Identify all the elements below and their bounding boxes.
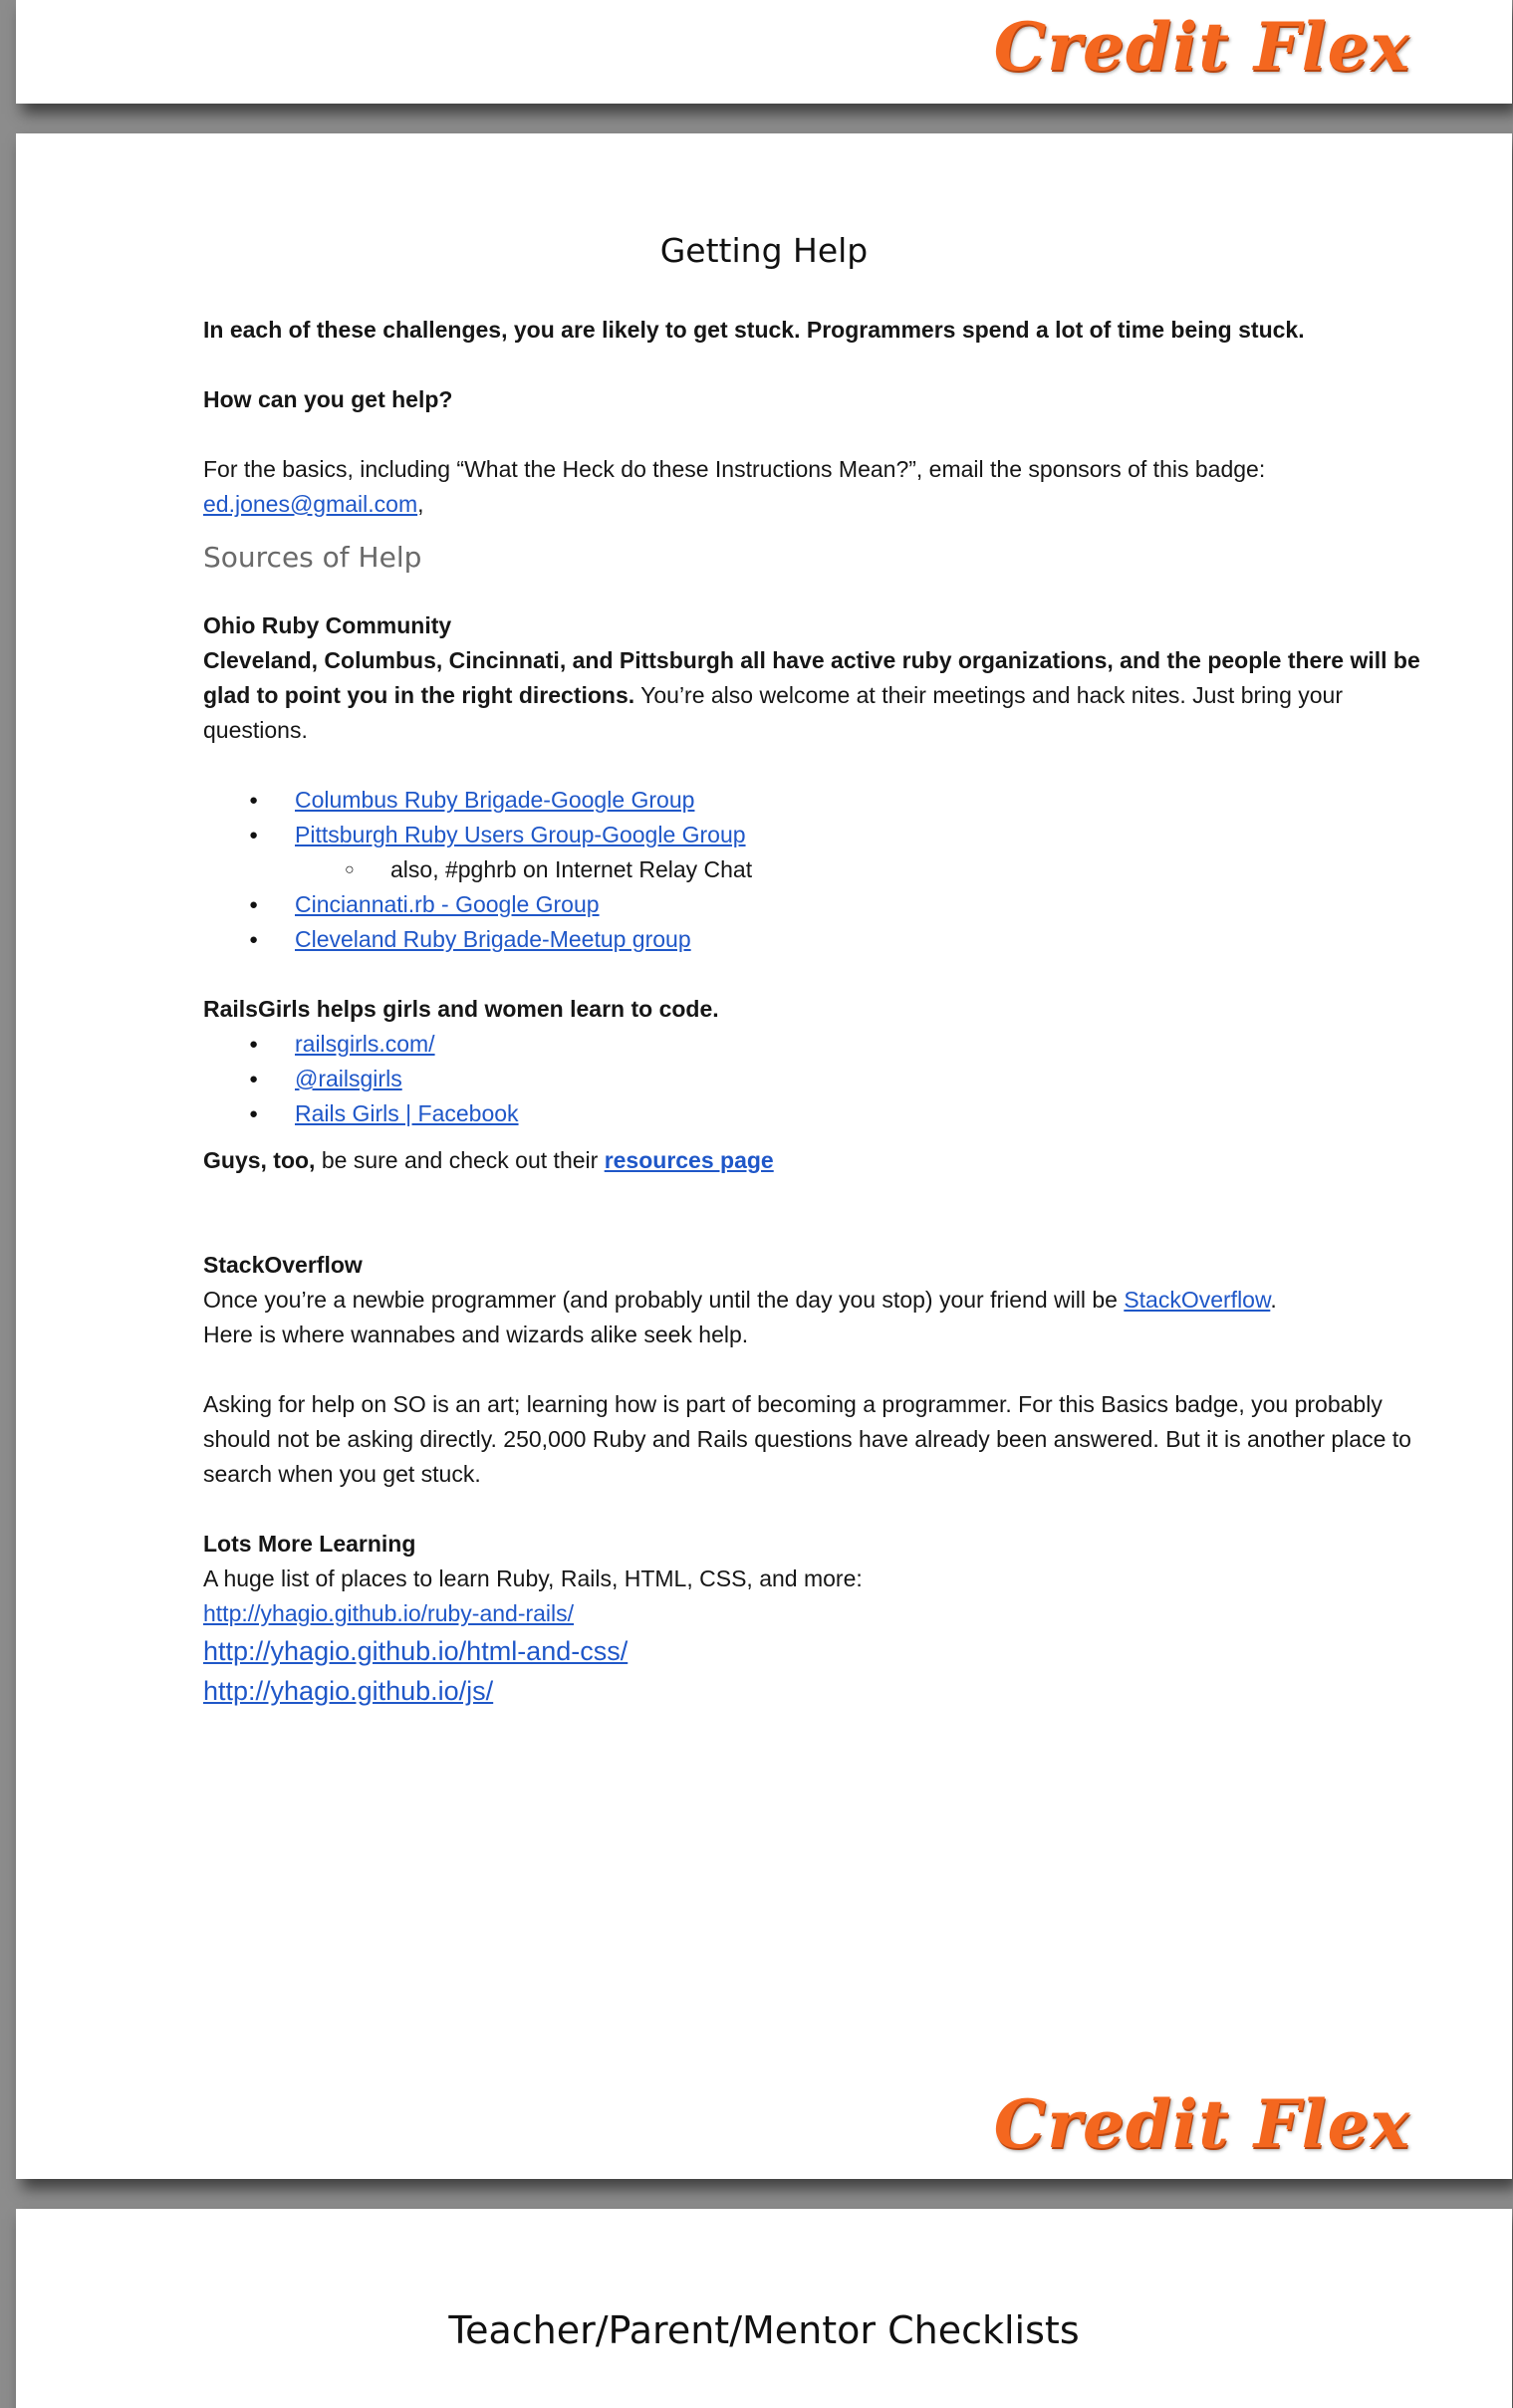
how-heading: How can you get help?	[203, 386, 453, 412]
list-item	[203, 1096, 1430, 1131]
document-content	[203, 313, 1430, 1711]
list-item	[203, 922, 1430, 957]
next-page	[16, 2209, 1512, 2408]
railsgirls-links-list	[203, 1027, 1430, 1131]
credit-flex-logo-footer: Credit Flex	[993, 2085, 1410, 2163]
intro-text: In each of these challenges, you are likely to get stuck. Programmers spend a lot of time being stuck.	[203, 317, 1305, 343]
guys-bold: Guys, too,	[203, 1147, 316, 1173]
railsgirls-heading: RailsGirls helps girls and women learn to code.	[203, 996, 719, 1022]
guys-paragraph	[203, 1143, 1430, 1178]
stackoverflow-line2: Here is where wannabes and wizards alike seek help.	[203, 1322, 749, 1347]
learning-heading: Lots More Learning	[203, 1531, 416, 1557]
basics-paragraph	[203, 452, 1430, 522]
ohio-paragraph	[203, 643, 1430, 748]
stackoverflow-paragraph	[203, 1283, 1430, 1352]
columbus-ruby-link[interactable]: Columbus Ruby Brigade-Google Group	[295, 787, 695, 813]
basics-text: For the basics, including “What the Heck do these Instructions Mean?”, email the sponsors of this badge:	[203, 456, 1266, 482]
sub-list-item: ○ also, #pghrb on Internet Relay Chat	[203, 852, 1430, 887]
list-item	[203, 1027, 1430, 1062]
ohio-links-list	[203, 783, 1430, 852]
pittsburgh-ruby-link[interactable]: Pittsburgh Ruby Users Group-Google Group	[295, 822, 746, 847]
stackoverflow-link[interactable]: StackOverflow	[1124, 1287, 1271, 1313]
list-item	[203, 887, 1430, 922]
guys-text: be sure and check out their	[315, 1147, 605, 1173]
resources-page-link[interactable]: resources page	[604, 1147, 774, 1173]
stackoverflow-heading: StackOverflow	[203, 1252, 363, 1278]
ohio-links-list-cont	[203, 887, 1430, 957]
list-item	[203, 1062, 1430, 1096]
stackoverflow-line1-end: .	[1270, 1287, 1277, 1313]
railsgirls-site-link[interactable]: railsgirls.com/	[295, 1031, 435, 1057]
page-title: Getting Help	[659, 231, 869, 270]
ohio-rest-text: You’re also welcome at their meetings and hack nites. Just bring your questions.	[203, 682, 1343, 743]
next-page-title: Teacher/Parent/Mentor Checklists	[448, 2308, 1080, 2352]
cleveland-ruby-link[interactable]: Cleveland Ruby Brigade-Meetup group	[295, 926, 691, 952]
railsgirls-facebook-link[interactable]: Rails Girls | Facebook	[295, 1100, 519, 1126]
list-item	[203, 783, 1430, 818]
cincinnati-ruby-link[interactable]: Cinciannati.rb - Google Group	[295, 891, 600, 917]
ohio-bold-text: Cleveland, Columbus, Cincinnati, and Pittsburgh all have active ruby organizations, and the people there will be glad to point you in the right directions.	[203, 647, 1420, 708]
credit-flex-logo: Credit Flex	[993, 8, 1410, 86]
page-top	[16, 0, 1512, 104]
ruby-and-rails-link[interactable]: http://yhagio.github.io/ruby-and-rails/	[203, 1600, 575, 1626]
learning-link-2-row	[203, 1631, 1430, 1671]
js-link[interactable]: http://yhagio.github.io/js/	[203, 1676, 494, 1706]
html-and-css-link[interactable]: http://yhagio.github.io/html-and-css/	[203, 1636, 629, 1666]
railsgirls-twitter-link[interactable]: @railsgirls	[295, 1066, 402, 1091]
sponsor-email-link[interactable]: ed.jones@gmail.com	[203, 491, 418, 517]
learning-link-1-row	[203, 1596, 1430, 1631]
learning-text: A huge list of places to learn Ruby, Rails, HTML, CSS, and more:	[203, 1565, 863, 1591]
sponsor-trailing: ,	[417, 491, 424, 517]
sources-heading: Sources of Help	[203, 541, 422, 574]
ohio-heading: Ohio Ruby Community	[203, 612, 452, 638]
stackoverflow-line1: Once you’re a newbie programmer (and probably until the day you stop) your friend will be	[203, 1287, 1125, 1313]
stackoverflow-paragraph-2: Asking for help on SO is an art; learning how is part of becoming a programmer. For this Basics badge, you probably should not be asking directly. 250,000 Ruby and Rails questions have already been answered. But it is another place to search when you get stuck.	[203, 1391, 1411, 1487]
document-page	[16, 133, 1512, 2179]
sub-list	[203, 852, 1430, 887]
list-item	[203, 818, 1430, 852]
learning-link-3-row	[203, 1671, 1430, 1711]
